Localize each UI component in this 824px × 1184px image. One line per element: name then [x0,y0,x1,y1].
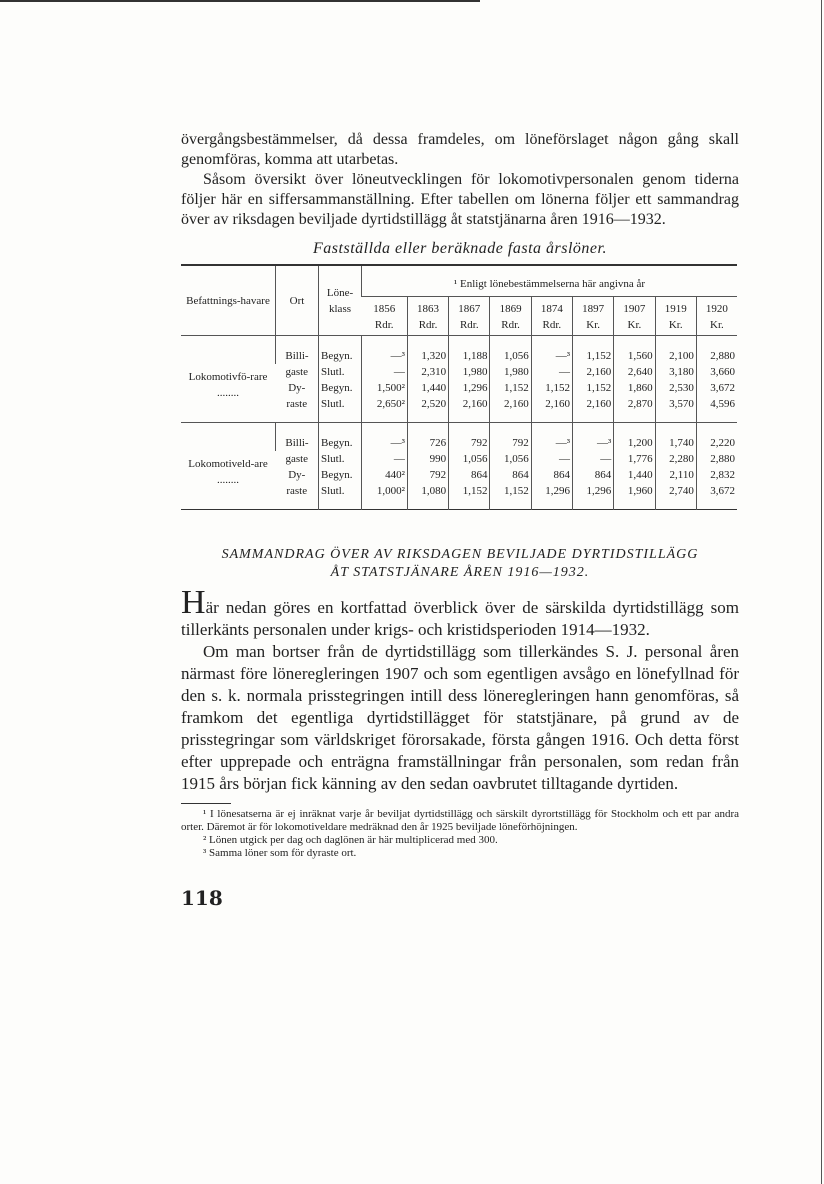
table-cell: 2,520 [407,396,448,423]
table-cell: 1,080 [407,483,448,510]
row-loneklass: Begyn. [319,380,362,396]
header-year: 1869 [499,303,522,315]
header-year-cell [407,297,448,336]
table-title: Fastställda eller beräknade fasta årslöner. [313,240,607,257]
table-cell: 1,056 [490,336,531,365]
table-cell: — [573,451,614,467]
table-cell: 3,180 [655,364,696,380]
table-cell: 1,152 [490,483,531,510]
row-ort: gaste [285,366,309,378]
header-year: 1874 [540,303,563,315]
section-paragraph-2: Om man bortser från de dyrtidstillägg som tillerkändes S. J. personal åren närmast före löneregleringen 1907 och som egentligen avsågo en lönefyllnad för den s. k. normala prisstegringen intill dess löneregleringen hann genomföras, så framkom det egentliga dyrtidstillägget för statstjänare, på grund av de prisstegringar som världskriget förorsakade, första gången 1916. Och detta först efter upprepade och enträgna framställningar från personalen, som redan från 1915 års början fick känning av den sedan oavbrutet tilltagande dyrtiden. [181,642,739,793]
table-cell: 2,832 [696,467,737,483]
header-year-cell [449,297,490,336]
table-cell: 1,000² [362,483,408,510]
table-cell: 2,220 [696,423,737,452]
header-year-cell [614,297,655,336]
table-cell: 3,672 [696,483,737,510]
table-cell: 1,296 [573,483,614,510]
section-title-line-2: ÅT STATSTJÄNARE ÅREN 1916—1932. [330,565,590,580]
table-cell: 1,440 [614,467,655,483]
table-cell: 1,440 [407,380,448,396]
footnote-1: ¹ I lönesatserna är ej inräknat varje år beviljat dyrtidstillägg och särskilt dyrortstillägg för Stockholm och ett par andra orter. Däremot är för lokomotiveldare medräknad den år 1925 beviljade löneförhöjningen. [181,808,739,833]
table-cell: —³ [531,423,572,452]
footnote-2: ² Lönen utgick per dag och daglönen är här multiplicerad med 300. [203,834,498,846]
table-cell: 1,860 [614,380,655,396]
table-cell: 1,980 [490,364,531,380]
header-unit: Rdr. [418,319,438,331]
header-year-cell [573,297,614,336]
row-ort: raste [286,398,308,410]
header-unit: Rdr. [374,319,394,331]
row-loneklass: Begyn. [319,467,362,483]
header-year-cell [531,297,572,336]
table-cell: 1,296 [531,483,572,510]
table-cell: 3,672 [696,380,737,396]
row-ort: Dy- [288,382,306,394]
table-cell: —³ [573,423,614,452]
table-cell: 792 [449,423,490,452]
table-cell: 1,056 [490,451,531,467]
header-year-cell [362,297,408,336]
header-unit: Kr. [586,319,601,331]
table-cell: —³ [362,423,408,452]
row-loneklass: Slutl. [319,483,362,510]
header-unit: Kr. [710,319,724,331]
table-cell: 1,320 [407,336,448,365]
header-unit: Kr. [627,319,642,331]
table-cell: 3,570 [655,396,696,423]
section-paragraph-1-text: är nedan göres en kortfattad överblick över de särskilda dyrtidstillägg som tillerkänts personalen under krigs- och kristidsperioden 1914—1932. [181,598,739,639]
header-span-note: ¹ Enligt lönebestämmelserna här angivna år [362,265,738,297]
section-paragraph-1 [181,584,739,641]
table-cell: 440² [362,467,408,483]
table-cell: 1,560 [614,336,655,365]
table-row [181,423,737,452]
page-content [181,130,739,910]
header-unit: Rdr. [459,319,479,331]
header-unit: Rdr. [501,319,520,331]
table-cell: 864 [449,467,490,483]
page-number: 118 [181,886,223,910]
header-unit: Rdr. [542,319,562,331]
header-ort: Ort [276,265,319,336]
top-rule [0,0,480,2]
header-year-cell [655,297,696,336]
table-cell: 1,296 [449,380,490,396]
header-year: 1919 [664,303,687,315]
table-cell: 1,152 [531,380,572,396]
table-cell: 2,280 [655,451,696,467]
table-row [181,336,737,365]
header-year: 1897 [582,303,605,315]
table-cell: 792 [490,423,531,452]
table-cell: — [362,451,408,467]
table-cell: 4,596 [696,396,737,423]
row-ort: gaste [285,453,309,465]
section-title-line-1: SAMMANDRAG ÖVER AV RIKSDAGEN BEVILJADE DYRTIDSTILLÄGG [221,547,699,562]
table-cell: 1,980 [449,364,490,380]
table-cell: 1,152 [449,483,490,510]
wage-table [181,264,737,510]
table-cell: 2,740 [655,483,696,510]
row-loneklass: Slutl. [319,451,362,467]
table-cell: — [362,364,408,380]
drop-cap: H [181,584,206,621]
table-cell: 1,152 [490,380,531,396]
table-cell: 1,500² [362,380,408,396]
table-cell: 2,160 [490,396,531,423]
table-cell: —³ [531,336,572,365]
footnote-rule [181,803,231,804]
table-cell: — [531,364,572,380]
header-year: 1920 [705,303,728,315]
header-year: 1863 [417,303,440,315]
row-ort: Billi- [276,336,319,365]
row-loneklass: Begyn. [319,336,362,365]
table-cell: 792 [407,467,448,483]
group-title: Lokomotivfö-rare ........ [188,371,268,399]
table-cell: 2,160 [449,396,490,423]
table-cell: 990 [407,451,448,467]
header-unit: Kr. [668,319,683,331]
table-cell: 2,160 [531,396,572,423]
header-year-cell [490,297,531,336]
table-cell: 864 [573,467,614,483]
row-ort: Billi- [276,423,319,452]
table-cell: 1,740 [655,423,696,452]
row-loneklass: Slutl. [319,364,362,380]
table-cell: 1,776 [614,451,655,467]
header-year: 1856 [373,303,396,315]
header-befattning: Befattnings-havare [186,294,270,307]
table-cell: 2,880 [696,336,737,365]
intro-paragraph-1: övergångsbestämmelser, då dessa framdeles, om löneförslaget någon gång skall genomföras, komma att utarbetas. [181,131,739,168]
table-cell: 1,188 [449,336,490,365]
intro-paragraph-2: Såsom översikt över löneutvecklingen för lokomotivpersonalen genom tiderna följer här en siffersammanställning. Efter tabellen om lönerna följer ett sammandrag över av riksdagen beviljade dyrtidstillägg åt statstjänarna åren 1916—1932. [181,171,739,228]
table-cell: 1,200 [614,423,655,452]
header-loneklass: Löne-klass [319,265,362,336]
table-cell: 2,110 [655,467,696,483]
table-cell: 1,960 [614,483,655,510]
table-cell: 2,160 [573,396,614,423]
section-title [181,546,739,582]
row-ort: raste [286,485,308,497]
table-cell: 864 [531,467,572,483]
header-year: 1907 [623,303,646,315]
table-cell: 2,530 [655,380,696,396]
table-cell: 2,880 [696,451,737,467]
row-ort: Dy- [288,469,306,481]
table-cell: 1,152 [573,336,614,365]
table-cell: 2,100 [655,336,696,365]
table-cell: 2,310 [407,364,448,380]
row-loneklass: Begyn. [319,423,362,452]
table-cell: 2,650² [362,396,408,423]
table-cell: 1,056 [449,451,490,467]
header-year-cell [696,297,737,336]
table-cell: 864 [490,467,531,483]
header-year: 1867 [458,303,481,315]
group-title: Lokomotiveld-are ........ [181,423,276,510]
footnote-3: ³ Samma löner som för dyraste ort. [203,847,357,859]
table-cell: — [531,451,572,467]
table-cell: 2,640 [614,364,655,380]
row-loneklass: Slutl. [319,396,362,423]
table-cell: 2,870 [614,396,655,423]
table-cell: 1,152 [573,380,614,396]
table-cell: 3,660 [696,364,737,380]
table-cell: 2,160 [573,364,614,380]
table-cell: 726 [407,423,448,452]
table-cell: —³ [362,336,408,365]
page-edge-line [821,0,822,1184]
